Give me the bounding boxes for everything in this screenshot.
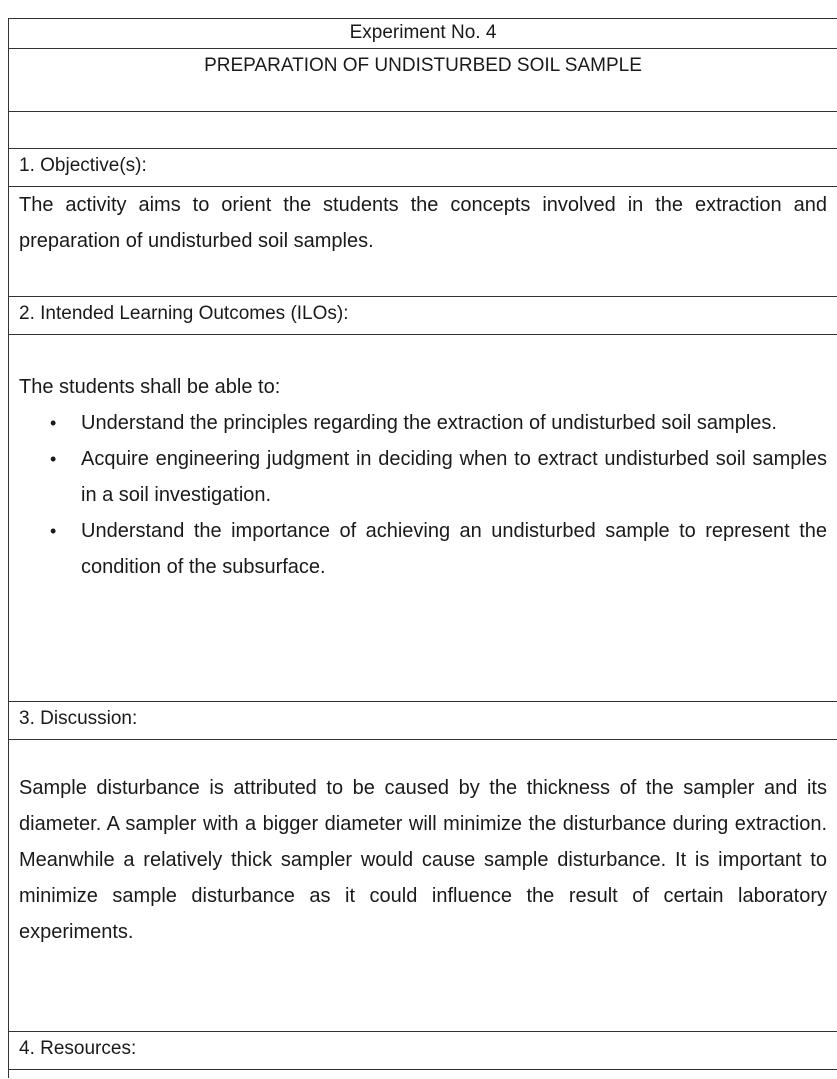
ilos-intro: The students shall be able to: [19, 376, 281, 398]
experiment-number: Experiment No. 4 [9, 18, 837, 49]
objectives-heading: 1. Objective(s): [9, 148, 837, 186]
ilos-list [19, 405, 827, 585]
ilo-item: • Understand the importance of achieving an undisturbed sample to represent the condition of the subsurface. [81, 513, 827, 585]
ilo-item: • Understand the principles regarding the extraction of undisturbed soil samples. [81, 405, 827, 441]
experiment-sheet [8, 18, 837, 1078]
discussion-heading: 3. Discussion: [9, 701, 837, 739]
resources-heading: 4. Resources: [9, 1031, 837, 1069]
ilo-item: • Acquire engineering judgment in deciding when to extract undisturbed soil samples in a soil investigation. [81, 441, 827, 513]
ilos-section [9, 334, 837, 701]
discussion-text: Sample disturbance is attributed to be caused by the thickness of the sampler and its diameter. A sampler with a bigger diameter will minimize the disturbance during extraction. Meanwhile a relatively thick sampler would cause sample disturbance. It is important to minimize sample disturbance as it could influence the result of certain laboratory experiments. [19, 777, 827, 943]
experiment-title: PREPARATION OF UNDISTURBED SOIL SAMPLE [9, 48, 837, 112]
discussion-section [9, 739, 837, 1031]
blank-row [9, 111, 837, 149]
ilos-heading: 2. Intended Learning Outcomes (ILOs): [9, 296, 837, 334]
objectives-section [9, 186, 837, 296]
objectives-text: The activity aims to orient the students the concepts involved in the extraction and preparation of undisturbed soil samples. [19, 194, 827, 252]
